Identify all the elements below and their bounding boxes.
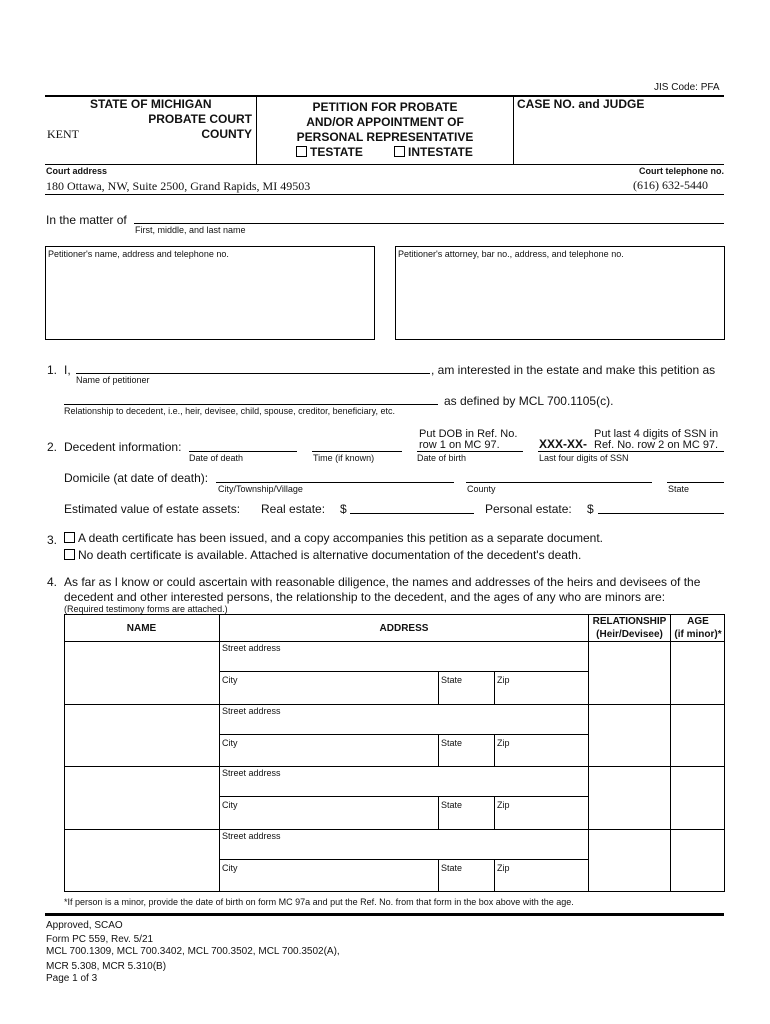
domicile-state-field[interactable] xyxy=(667,482,724,483)
table-header-rule xyxy=(64,641,725,642)
state-zip-divider xyxy=(494,671,495,704)
real-estate-dollar: $ xyxy=(340,502,347,516)
court-phone-value: (616) 632-5440 xyxy=(633,178,708,192)
state-zip-divider xyxy=(494,796,495,829)
domicile-city-field[interactable] xyxy=(216,482,454,483)
item4-line2: decedent and other interested persons, the relationship to the decedent, and the ages of any who are minors are: xyxy=(64,590,666,604)
attorney-box[interactable] xyxy=(395,246,725,340)
ssn-caption: Last four digits of SSN xyxy=(539,453,629,463)
court-address-label: Court address xyxy=(46,166,108,176)
relationship-caption: Relationship to decedent, i.e., heir, devisee, child, spouse, creditor, beneficiary, etc. xyxy=(64,406,396,416)
footer-approved: Approved, SCAO xyxy=(46,920,123,931)
footer-rule xyxy=(45,913,724,916)
time-of-death-field[interactable] xyxy=(312,451,402,452)
item1-number: 1. xyxy=(47,363,58,377)
dob-note-line2: row 1 on MC 97. xyxy=(419,439,500,451)
ssn-prefix: XXX-XX- xyxy=(539,437,588,451)
date-of-death-field[interactable] xyxy=(189,451,297,452)
petitioner-name-field[interactable] xyxy=(76,373,430,374)
domicile-county-caption: County xyxy=(467,484,496,494)
date-of-birth-field[interactable] xyxy=(417,451,523,452)
probate-court: PROBATE COURT xyxy=(148,112,252,126)
city-caption: City xyxy=(222,863,238,873)
form-title-line2: AND/OR APPOINTMENT OF xyxy=(306,115,464,129)
real-estate-field[interactable] xyxy=(350,513,474,514)
court-address-value: 180 Ottawa, NW, Suite 2500, Grand Rapids, MI 49503 xyxy=(46,179,311,193)
street-city-rule xyxy=(219,796,588,797)
death-certificate-issued-checkbox[interactable] xyxy=(64,532,75,543)
row-rule xyxy=(64,829,725,830)
row-rule xyxy=(64,766,725,767)
street-city-rule xyxy=(219,859,588,860)
col-divider-relationship xyxy=(670,614,671,892)
city-state-divider xyxy=(438,859,439,892)
street-address-caption: Street address xyxy=(222,768,281,778)
item3-number: 3. xyxy=(47,533,58,547)
form-title-line1: PETITION FOR PROBATE xyxy=(312,100,458,114)
domicile-city-caption: City/Township/Village xyxy=(218,484,303,494)
date-of-death-caption: Date of death xyxy=(189,453,244,463)
city-caption: City xyxy=(222,675,238,685)
ssn-note-line2: Ref. No. row 2 on MC 97. xyxy=(594,439,719,451)
decedent-name-field[interactable] xyxy=(134,223,724,224)
county-label: COUNTY xyxy=(201,127,252,141)
street-city-rule xyxy=(219,734,588,735)
court-row-rule xyxy=(45,194,724,195)
zip-caption: Zip xyxy=(497,863,510,873)
state-caption: State xyxy=(441,675,463,685)
state-zip-divider xyxy=(494,734,495,767)
footer-page: Page 1 of 3 xyxy=(46,973,98,984)
header-divider-2 xyxy=(513,95,514,165)
death-certificate-issued-option[interactable] xyxy=(64,531,603,545)
testate-label: TESTATE xyxy=(310,145,363,159)
no-death-certificate-checkbox[interactable] xyxy=(64,549,75,560)
domicile-state-caption: State xyxy=(668,484,690,494)
intestate-checkbox[interactable] xyxy=(394,146,405,157)
item4-note: (Required testimony forms are attached.) xyxy=(64,604,228,614)
col-header-relationship: RELATIONSHIP xyxy=(592,616,667,627)
state-name: STATE OF MICHIGAN xyxy=(90,97,212,111)
no-death-certificate-option[interactable] xyxy=(64,548,581,562)
domicile-label: Domicile (at date of death): xyxy=(64,471,209,485)
footer-mcr: MCR 5.308, MCR 5.310(B) xyxy=(46,961,167,972)
ssn-field[interactable] xyxy=(538,451,724,452)
item4-number: 4. xyxy=(47,575,58,589)
city-state-divider xyxy=(438,734,439,767)
state-zip-divider xyxy=(494,859,495,892)
matter-label: In the matter of xyxy=(46,213,127,227)
dob-note-line1: Put DOB in Ref. No. xyxy=(419,428,518,440)
no-death-certificate-label: No death certificate is available. Attached is alternative documentation of the decedent's death. xyxy=(78,548,582,562)
testate-checkbox[interactable] xyxy=(296,146,307,157)
real-estate-label: Real estate: xyxy=(261,502,326,516)
footer-mcl: MCL 700.1309, MCL 700.3402, MCL 700.3502, MCL 700.3502(A), xyxy=(46,946,340,957)
item1-text: , am interested in the estate and make this petition as xyxy=(431,363,716,377)
court-phone-label: Court telephone no. xyxy=(639,166,724,176)
zip-caption: Zip xyxy=(497,675,510,685)
col-header-age: AGE xyxy=(687,616,709,627)
personal-estate-label: Personal estate: xyxy=(485,502,572,516)
domicile-county-field[interactable] xyxy=(466,482,652,483)
zip-caption: Zip xyxy=(497,800,510,810)
table-footnote: *If person is a minor, provide the date of birth on form MC 97a and put the Ref. No. from that form in the box above with the age. xyxy=(64,897,574,907)
street-city-rule xyxy=(219,671,588,672)
ssn-note-line1: Put last 4 digits of SSN in xyxy=(594,428,719,440)
personal-estate-dollar: $ xyxy=(587,502,594,516)
petitioner-box[interactable] xyxy=(45,246,375,340)
testate-option[interactable] xyxy=(296,145,363,159)
street-address-caption: Street address xyxy=(222,643,281,653)
petitioner-name-caption: Name of petitioner xyxy=(76,375,150,385)
row-rule xyxy=(64,704,725,705)
intestate-label: INTESTATE xyxy=(408,145,473,159)
form-title-line3: PERSONAL REPRESENTATIVE xyxy=(296,130,474,144)
item1-defined: as defined by MCL 700.1105(c). xyxy=(444,394,614,408)
item4-line1: As far as I know or could ascertain with reasonable diligence, the names and addresses of the heirs and devisees of the xyxy=(64,575,701,589)
table-border xyxy=(64,614,725,892)
city-caption: City xyxy=(222,800,238,810)
col-header-name: NAME xyxy=(126,623,157,634)
personal-estate-field[interactable] xyxy=(598,513,724,514)
col-divider-name xyxy=(219,614,220,892)
col-header-relationship-sub: (Heir/Devisee) xyxy=(596,629,663,640)
street-address-caption: Street address xyxy=(222,831,281,841)
street-address-caption: Street address xyxy=(222,706,281,716)
time-caption: Time (if known) xyxy=(313,453,375,463)
decedent-info-label: Decedent information: xyxy=(64,440,182,454)
zip-caption: Zip xyxy=(497,738,510,748)
decedent-name-caption: First, middle, and last name xyxy=(135,225,246,235)
item2-number: 2. xyxy=(47,440,58,454)
city-state-divider xyxy=(438,796,439,829)
attorney-box-label: Petitioner's attorney, bar no., address, and telephone no. xyxy=(398,249,624,259)
state-caption: State xyxy=(441,738,463,748)
dob-caption: Date of birth xyxy=(417,453,467,463)
county-name[interactable]: KENT xyxy=(47,127,79,141)
city-state-divider xyxy=(438,671,439,704)
state-caption: State xyxy=(441,800,463,810)
col-header-age-sub: (if minor)* xyxy=(674,629,722,640)
jis-code: JIS Code: PFA xyxy=(654,82,720,93)
header-bottom-rule xyxy=(45,164,724,165)
case-number-label: CASE NO. and JUDGE xyxy=(517,97,645,111)
relationship-field[interactable] xyxy=(64,404,438,405)
intestate-option[interactable] xyxy=(394,145,473,159)
state-caption: State xyxy=(441,863,463,873)
col-divider-address xyxy=(588,614,589,892)
item1-i: I, xyxy=(64,363,71,377)
col-header-address: ADDRESS xyxy=(379,623,429,634)
footer-form-number: Form PC 559, Rev. 5/21 xyxy=(46,934,154,945)
city-caption: City xyxy=(222,738,238,748)
estimated-value-label: Estimated value of estate assets: xyxy=(64,502,241,516)
petitioner-box-label: Petitioner's name, address and telephone no. xyxy=(48,249,229,259)
death-certificate-issued-label: A death certificate has been issued, and a copy accompanies this petition as a separate document. xyxy=(78,531,603,545)
